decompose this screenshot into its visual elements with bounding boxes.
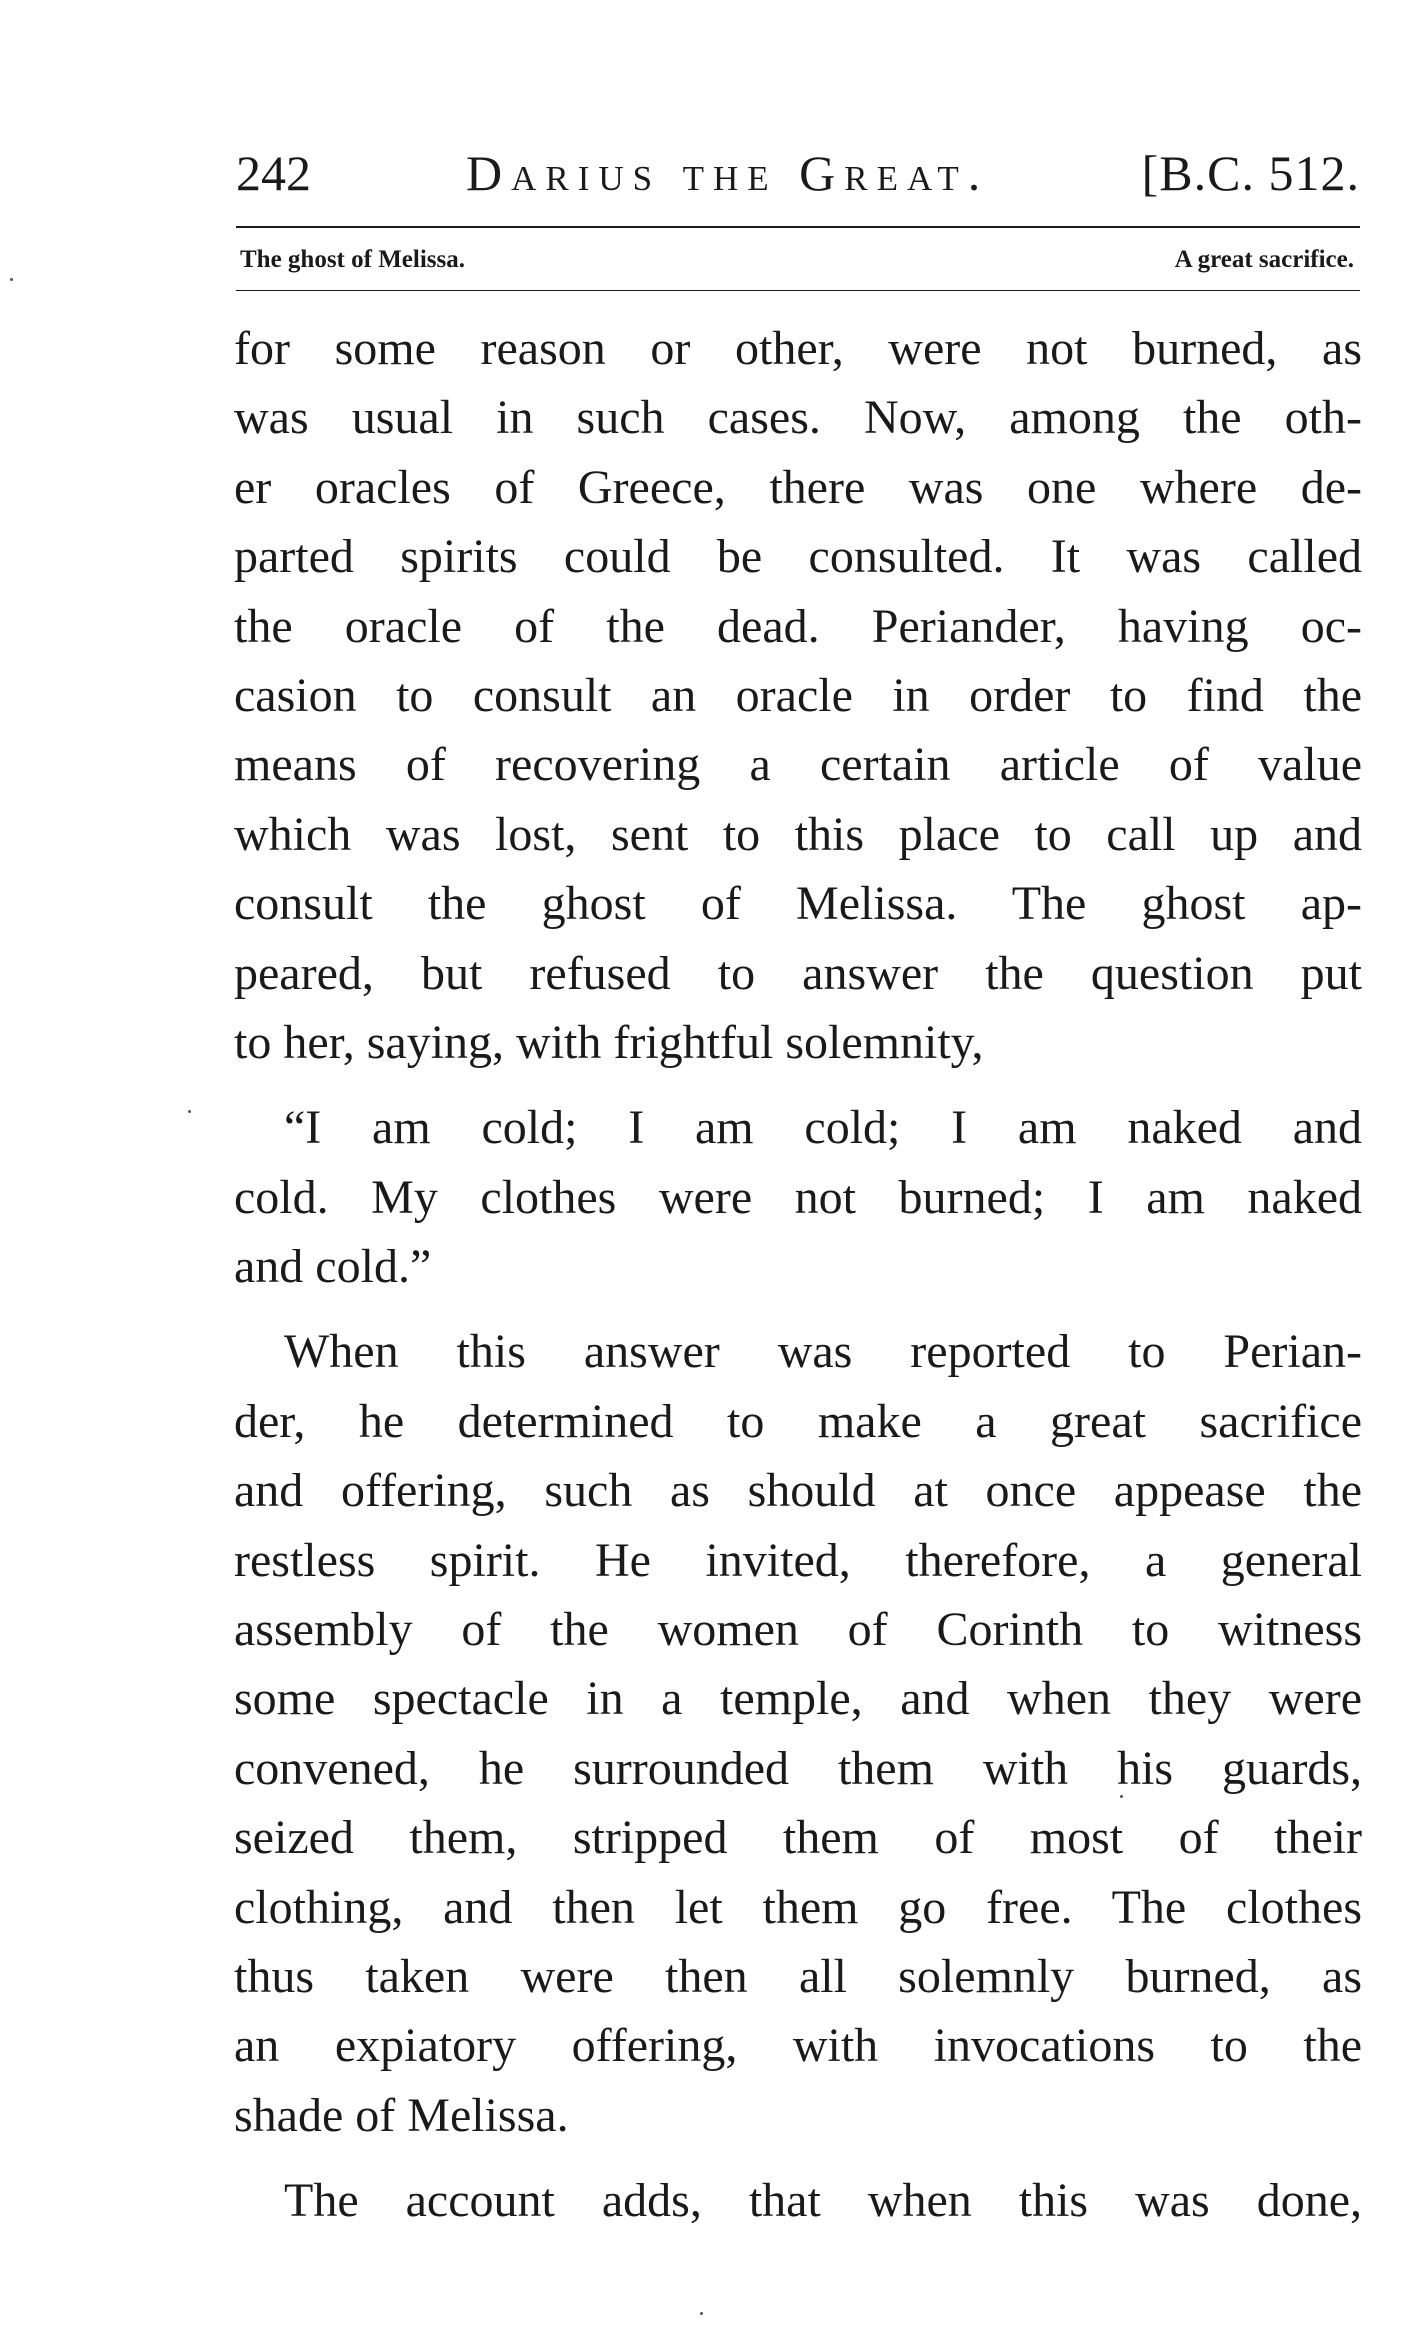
- paragraph-gap: [234, 1077, 1362, 1093]
- text-line: casion to consult an oracle in order to find the: [234, 668, 1362, 722]
- text-line: assembly of the women of Corinth to witness: [234, 1603, 1362, 1657]
- text-line: “I am cold; I am cold; I am naked and: [284, 1101, 1362, 1155]
- text-line: for some reason or other, were not burned, as: [234, 322, 1362, 375]
- text-line: which was lost, sent to this place to call up and: [234, 807, 1362, 861]
- side-notes: [240, 240, 1354, 280]
- text-line: convened, he surrounded them with his guards,: [234, 1741, 1362, 1795]
- text-line: an expiatory offering, with invocations to the: [234, 2019, 1362, 2073]
- text-line: means of recovering a certain article of value: [234, 738, 1362, 792]
- text-line: When this answer was reported to Perian-: [284, 1325, 1362, 1379]
- text-line: clothing, and then let them go free. The clothes: [234, 1880, 1362, 1934]
- text-line: thus taken were then all solemnly burned, as: [234, 1949, 1362, 2003]
- text-line: der, he determined to make a great sacrifice: [234, 1394, 1362, 1448]
- text-line: consult the ghost of Melissa. The ghost ap-: [234, 877, 1362, 931]
- book-title: Darius the Great.: [466, 145, 990, 201]
- text-line: peared, but refused to answer the question put: [234, 946, 1362, 1000]
- text-line: seized them, stripped them of most of their: [234, 1811, 1362, 1865]
- text-line: parted spirits could be consulted. It was called: [234, 530, 1362, 584]
- print-speck: [1120, 1795, 1123, 1798]
- text-line: and cold.”: [234, 1240, 432, 1294]
- text-line: shade of Melissa.: [234, 2088, 569, 2142]
- running-head: [236, 140, 1360, 206]
- text-line: cold. My clothes were not burned; I am naked: [234, 1170, 1362, 1224]
- text-line: to her, saying, with frightful solemnity,: [234, 1015, 984, 1069]
- side-note-left: The ghost of Melissa.: [240, 246, 465, 273]
- text-line: restless spirit. He invited, therefore, a general: [234, 1533, 1362, 1587]
- page-number: 242: [236, 145, 311, 201]
- text-line: and offering, such as should at once appease the: [234, 1464, 1362, 1518]
- date-mark: [B.C. 512.: [1141, 145, 1360, 201]
- side-note-right: A great sacrifice.: [1174, 246, 1354, 273]
- paragraph-gap: [234, 1301, 1362, 1317]
- print-speck: [10, 278, 13, 281]
- text-line: er oracles of Greece, there was one where de-: [234, 460, 1362, 514]
- text-line: some spectacle in a temple, and when they were: [234, 1672, 1362, 1726]
- print-speck: [700, 2312, 703, 2315]
- header-rule-bottom: [236, 290, 1360, 291]
- print-speck: [188, 1110, 191, 1113]
- text-line: the oracle of the dead. Periander, having oc-: [234, 599, 1362, 653]
- text-line: was usual in such cases. Now, among the oth-: [234, 391, 1362, 445]
- header-rule-top: [236, 226, 1360, 228]
- body-text: [234, 314, 1362, 2236]
- text-line: The account adds, that when this was done,: [284, 2174, 1362, 2228]
- paragraph-gap: [234, 2150, 1362, 2166]
